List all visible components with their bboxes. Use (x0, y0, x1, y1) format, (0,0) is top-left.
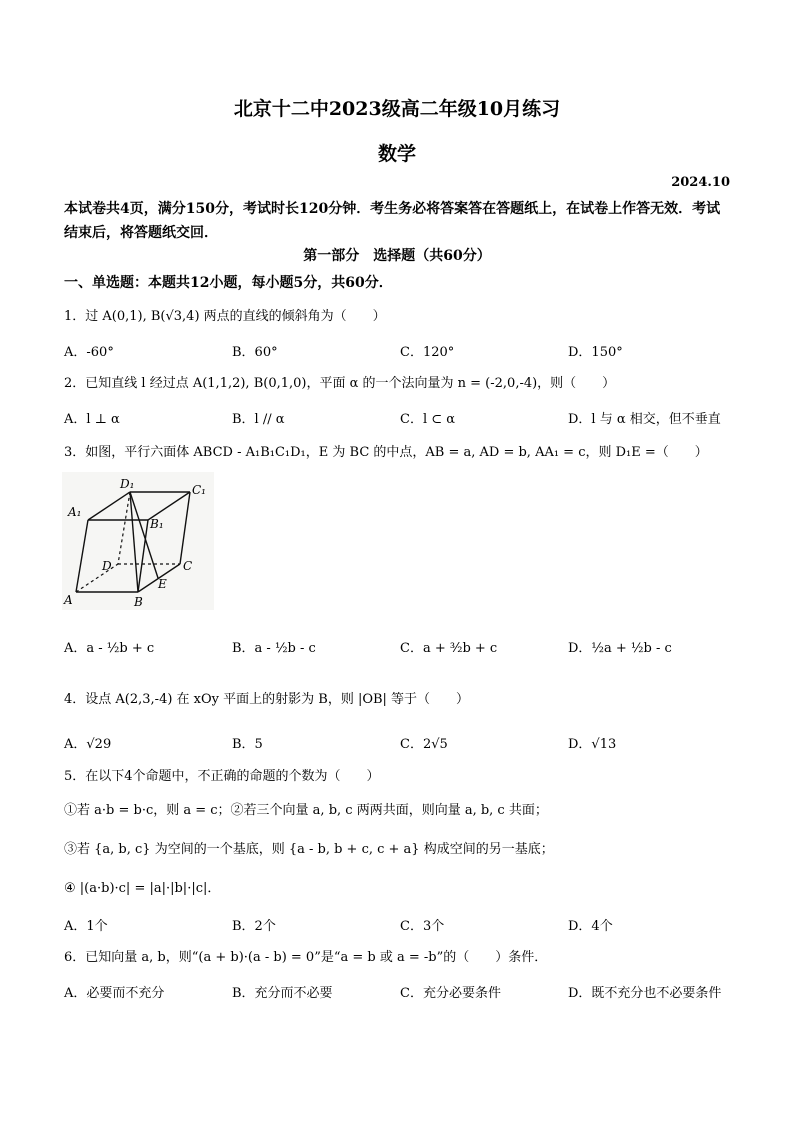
q3-option-b: B．a - ½b - c (232, 641, 316, 656)
label-a1: A₁ (68, 505, 82, 519)
q6-option-d: D．既不充分也不必要条件 (568, 986, 722, 1001)
q5-option-b: B．2个 (232, 919, 276, 934)
q5-option-c: C．3个 (400, 919, 445, 934)
q2-option-d: D．l 与 α 相交，但不垂直 (568, 412, 721, 427)
question-2-stem: 2．已知直线 l 经过点 A(1,1,2), B(0,1,0)，平面 α 的一个法向量为 n = (-2,0,-4)，则（ ） (64, 376, 616, 391)
q1-option-d: D．150° (568, 345, 623, 360)
q3-option-a: A．a - ½b + c (64, 641, 155, 656)
label-b1: B₁ (150, 517, 164, 531)
q1-option-c: C．120° (400, 345, 455, 360)
q5-option-d: D．4个 (568, 919, 613, 934)
q6-option-c: C．充分必要条件 (400, 986, 501, 1001)
label-c1: C₁ (192, 483, 206, 497)
q4-option-d: D．√13 (568, 737, 617, 752)
q2-option-b: B．l // α (232, 412, 285, 427)
q3-option-c: C．a + ³⁄₂b + c (400, 641, 498, 656)
label-d: D (102, 559, 112, 573)
q4-option-a: A．√29 (64, 737, 112, 752)
part-heading: 第一部分 选择题（共60分） (303, 248, 491, 264)
q2-option-a: A．l ⊥ α (64, 412, 120, 427)
label-e: E (158, 577, 167, 591)
question-6-stem: 6．已知向量 a, b，则“(a + b)·(a - b) = 0”是“a = b 或 a = -b”的（ ）条件． (64, 950, 548, 965)
q1-option-a: A．-60° (64, 345, 114, 360)
question-5-line-3: ④ |(a·b)·c| = |a|·|b|·|c|． (64, 881, 221, 896)
question-5-stem: 5．在以下4个命题中，不正确的命题的个数为（ ） (64, 769, 380, 784)
q4-option-c: C．2√5 (400, 737, 448, 752)
exam-subject: 数学 (377, 143, 416, 165)
q2-option-c: C．l ⊂ α (400, 412, 456, 427)
q3-option-d: D．½a + ½b - c (568, 641, 672, 656)
question-1-stem: 1．过 A(0,1), B(√3,4) 两点的直线的倾斜角为（ ） (64, 309, 386, 324)
q5-option-a: A．1个 (64, 919, 108, 934)
question-3-stem: 3．如图，平行六面体 ABCD - A₁B₁C₁D₁，E 为 BC 的中点，AB = a, AD = b, AA₁ = c，则 D₁E =（ ） (64, 445, 708, 460)
question-5-line-1: ①若 a·b = b·c，则 a = c；②若三个向量 a, b, c 两两共面，则向量 a, b, c 共面； (64, 803, 548, 818)
exam-date: 2024.10 (671, 175, 730, 190)
label-d1: D₁ (120, 477, 135, 491)
label-b: B (134, 595, 143, 609)
q4-option-b: B．5 (232, 737, 263, 752)
section-heading: 一、单选题：本题共12小题，每小题5分，共60分． (64, 275, 393, 291)
exam-title: 北京十二中2023级高二年级10月练习 (233, 98, 561, 120)
parallelepiped-figure (62, 472, 214, 610)
question-4-stem: 4．设点 A(2,3,-4) 在 xOy 平面上的射影为 B，则 |OB| 等于（ ） (64, 692, 470, 707)
q1-option-b: B．60° (232, 345, 278, 360)
label-a: A (64, 593, 73, 607)
question-5-line-2: ③若 {a, b, c} 为空间的一个基底，则 {a - b, b + c, c + a} 构成空间的另一基底； (64, 842, 554, 857)
exam-instructions: 本试卷共4页，满分150分，考试时长120分钟．考生务必将答案答在答题纸上，在试卷上作答无效．考试结束后，将答题纸交回． (64, 201, 721, 241)
q6-option-b: B．充分而不必要 (232, 986, 333, 1001)
label-c: C (183, 559, 193, 573)
q6-option-a: A．必要而不充分 (64, 986, 165, 1001)
